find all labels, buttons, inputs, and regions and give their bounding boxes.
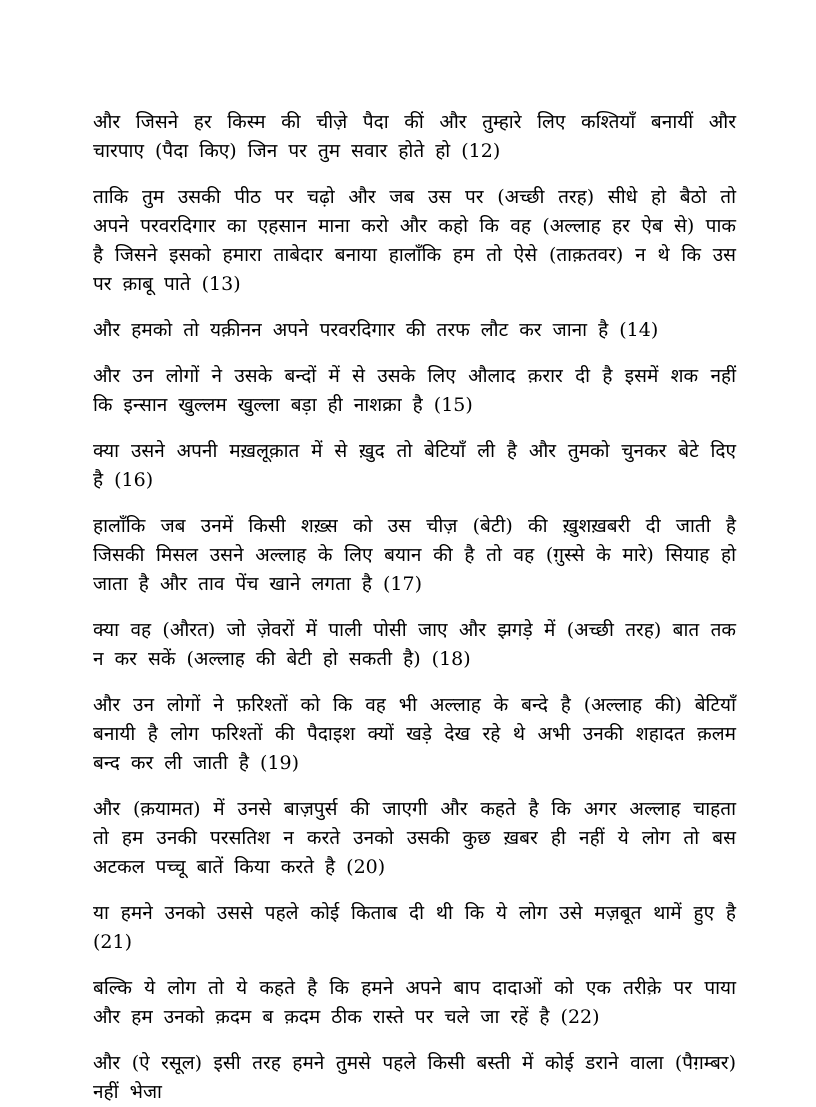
verse-paragraph-12 [93, 108, 736, 166]
verse-paragraph-14 [93, 316, 736, 345]
verse-number: (14) [619, 319, 659, 341]
verse-paragraph-20 [93, 795, 736, 882]
verse-number: (13) [201, 273, 241, 295]
verse-paragraph-21 [93, 899, 736, 957]
verse-paragraph-17 [93, 512, 736, 599]
verse-number: (16) [114, 469, 154, 491]
verse-number: (18) [431, 648, 471, 670]
verse-text: क्या वह (औरत) जो ज़ेवरों में पाली पोसी जाए और झगड़े में (अच्छी तरह) बात तक न कर सकें (अल्लाह की बेटी हो सकती है) [93, 619, 736, 670]
verse-paragraph-13 [93, 183, 736, 299]
verse-text: और (क़यामत) में उनसे बाज़पुर्स की जाएगी और कहते है कि अगर अल्लाह चाहता तो हम उनकी परसतिश न करते उनको उसकी कुछ ख़बर ही नहीं ये लोग तो बस अटकल पच्चू बातें किया करते है [93, 798, 736, 878]
verse-text: हालाँकि जब उनमें किसी शख़्स को उस चीज़ (बेटी) की ख़ुशख़बरी दी जाती है जिसकी मिसल उसने अल्लाह के लिए बयान की है तो वह (ग़ुस्से के मारे) सियाह हो जाता है और ताव पेंच खाने लगता है [93, 515, 736, 595]
verse-text: और (ऐ रसूल) इसी तरह हमने तुमसे पहले किसी बस्ती में कोई डराने वाला (पैग़म्बर) नहीं भेजा [93, 1052, 736, 1103]
verse-paragraph-23-partial [93, 1049, 736, 1107]
verse-number: (22) [560, 1006, 600, 1028]
verse-text: और जिसने हर किस्म की चीज़े पैदा कीं और तुम्हारे लिए कश्तियाँ बनायीं और चारपाए (पैदा किए) जिन पर तुम सवार होते हो [93, 111, 736, 162]
verse-paragraph-19 [93, 691, 736, 778]
verse-text: ताकि तुम उसकी पीठ पर चढ़ो और जब उस पर (अच्छी तरह) सीधे हो बैठो तो अपने परवरदिगार का एहसान माना करो और कहो कि वह (अल्लाह हर ऐब से) पाक है जिसने इसको हमारा ताबेदार बनाया हालाँकि हम तो ऐसे (ताक़तवर) न थे कि उस पर क़ाबू पाते [93, 186, 736, 295]
verse-paragraph-15 [93, 362, 736, 420]
verse-paragraph-22 [93, 974, 736, 1032]
verse-number: (19) [260, 752, 300, 774]
verse-text: या हमने उनको उससे पहले कोई किताब दी थी कि ये लोग उसे मज़बूत थामें हुए है [93, 902, 736, 924]
verse-number: (21) [93, 931, 133, 953]
verse-number: (20) [346, 856, 386, 878]
verse-number: (12) [461, 140, 501, 162]
verse-text: और उन लोगों ने फ़रिश्तों को कि वह भी अल्लाह के बन्दे है (अल्लाह की) बेटियाँ बनायी है लोग फरिश्तों की पैदाइश क्यों खड़े देख रहे थे अभी उनकी शहादत क़लम बन्द कर ली जाती है [93, 694, 736, 774]
verse-text: बल्कि ये लोग तो ये कहते है कि हमने अपने बाप दादाओं को एक तरीक़े पर पाया और हम उनको क़दम ब क़दम ठीक रास्ते पर चले जा रहें है [93, 977, 736, 1028]
verse-text: और उन लोगों ने उसके बन्दों में से उसके लिए औलाद क़रार दी है इसमें शक नहीं कि इन्सान खुल्लम खुल्ला बड़ा ही नाशक्रा है [93, 365, 736, 416]
verse-number: (17) [383, 573, 423, 595]
verse-number: (15) [433, 394, 473, 416]
verse-text: क्या उसने अपनी मख़लूक़ात में से ख़ुद तो बेटियाँ ली है और तुमको चुनकर बेटे दिए है [93, 440, 736, 491]
verse-paragraph-18 [93, 616, 736, 674]
verse-paragraph-16 [93, 437, 736, 495]
verse-text: और हमको तो यक़ीनन अपने परवरदिगार की तरफ लौट कर जाना है [93, 319, 609, 341]
